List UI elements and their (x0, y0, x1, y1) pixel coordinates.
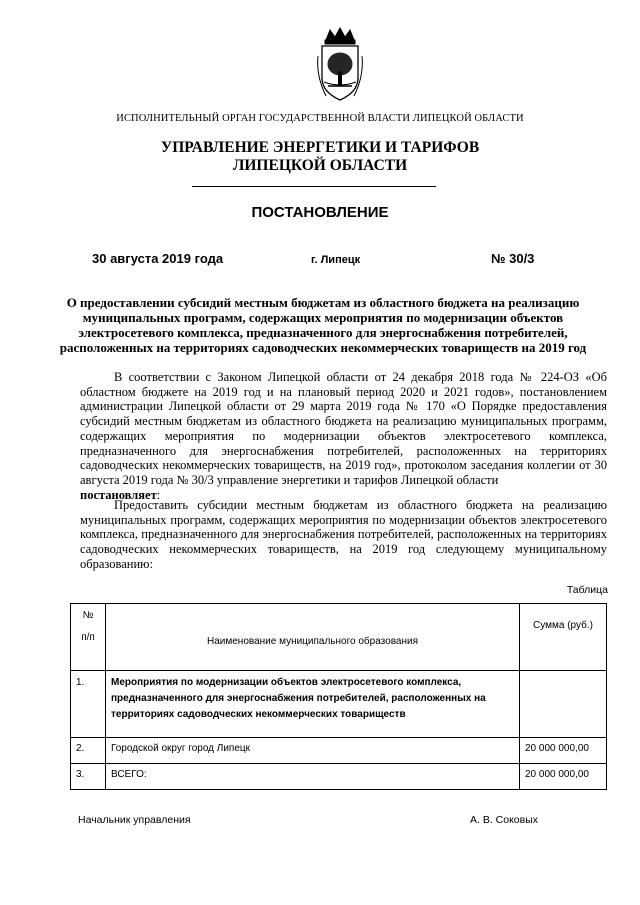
header-number-label: п/п (81, 632, 95, 643)
preamble-text: садоводческих некоммерческих товариществ, на 2019 год», протоколом заседания коллегии от (80, 458, 591, 473)
signer-name: А. В. Соковых (470, 814, 539, 826)
preamble-text: администрации Липецкой области от 29 марта 2019 года № 170 «О Порядке предоставления (80, 399, 607, 414)
table-header-row (71, 604, 607, 671)
decision-text: следующему муниципальному образованию: (80, 542, 607, 571)
row-name-line: предназначенного для энергоснабжения потребителей, расположенных на (111, 693, 486, 704)
department-name-line1: УПРАВЛЕНИЕ ЭНЕРГЕТИКИ И ТАРИФОВ (160, 139, 480, 156)
department-name (0, 139, 640, 175)
document-type: ПОСТАНОВЛЕНИЕ (251, 204, 389, 221)
preamble-paragraph (80, 370, 607, 502)
table-row (71, 671, 607, 738)
table-label: Таблица (566, 584, 608, 596)
title-line: электросетевого комплекса, предназначенного для энергоснабжения потребителей, (78, 325, 568, 340)
decision-text: расположенных на территориях садоводческих некоммерческих товариществ, на 2019 год (80, 527, 607, 557)
decision-text: муниципальных программ, содержащих мероприятия по модернизации объектов (80, 512, 517, 527)
preamble-text: субсидий местным бюджетам из областного бюджета на реализацию муниципальных программ, (80, 414, 607, 429)
title-line: муниципальных программ, содержащих мероприятия по модернизации объектов (82, 310, 564, 325)
decision-text: Предоставить субсидии местным бюджетам из областного бюджета на реализацию (114, 498, 607, 512)
preamble-text: содержащих мероприятия по модернизации объектов электросетевого комплекса, (80, 428, 607, 443)
preamble-text: 30 августа 2019 года № 30/3 управление энергетики и тарифов Липецкой области (80, 458, 607, 487)
table-row (71, 738, 607, 764)
preamble-text: предназначенного для энергоснабжения потребителей, расположенных на территориях (80, 443, 607, 458)
document-city: г. Липецк (311, 254, 361, 266)
resolution-keyword: постановляет (80, 487, 157, 502)
row-amount-cell: 20 000 000,00 (520, 764, 607, 790)
title-line: О предоставлении субсидий местным бюджетам из областного бюджета на реализацию (66, 295, 580, 310)
header-number-cell (71, 604, 106, 671)
resolution-colon: : (156, 487, 161, 502)
decision-text: электросетевого комплекса, предназначенного для энергоснабжения потребителей, (80, 512, 608, 542)
row-name-cell (106, 671, 520, 738)
row-number-cell: 1. (71, 671, 106, 738)
header-number-symbol: № (82, 610, 94, 621)
document-date: 30 августа 2019 года (92, 251, 224, 266)
header-divider (192, 186, 436, 187)
row-name-cell: ВСЕГО: (106, 764, 520, 790)
preamble-text: В соответствии с Законом Липецкой области от 24 декабря 2018 года № 224-ОЗ «Об (114, 370, 607, 384)
row-name-line: территориях садоводческих некоммерческих товариществ (111, 709, 406, 720)
authority-name: ИСПОЛНИТЕЛЬНЫЙ ОРГАН ГОСУДАРСТВЕННОЙ ВЛАСТИ ЛИПЕЦКОЙ ОБЛАСТИ (116, 113, 524, 124)
header-name-cell: Наименование муниципального образования (106, 604, 520, 671)
row-name-line: Мероприятия по модернизации объектов электросетевого комплекса, (111, 677, 462, 688)
preamble-text: областном бюджете на 2019 год и на плановый период 2020 и 2021 годов», постановлением (80, 384, 607, 399)
row-number-cell: 2. (71, 738, 106, 764)
table-row (71, 764, 607, 790)
row-number-cell: 3. (71, 764, 106, 790)
coat-of-arms-emblem (316, 26, 364, 104)
row-amount-cell: 20 000 000,00 (520, 738, 607, 764)
signer-title: Начальник управления (78, 814, 191, 826)
document-title (40, 295, 606, 355)
decision-paragraph (80, 498, 607, 572)
row-amount-cell (520, 671, 607, 738)
row-name-cell: Городской округ город Липецк (106, 738, 520, 764)
subsidy-table (70, 603, 607, 790)
title-line: расположенных на территориях садоводческих некоммерческих товариществ на 2019 год (59, 340, 587, 355)
header-amount-cell: Сумма (руб.) (520, 604, 607, 671)
document-number: № 30/3 (491, 251, 535, 266)
department-name-line2: ЛИПЕЦКОЙ ОБЛАСТИ (232, 157, 408, 174)
